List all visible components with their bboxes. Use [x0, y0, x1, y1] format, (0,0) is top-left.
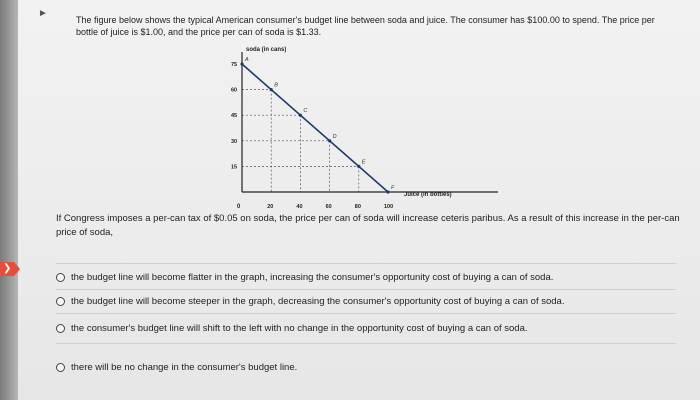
- y-tick-label: 60: [231, 87, 238, 94]
- budget-line: [242, 64, 388, 192]
- option-label: there will be no change in the consumer's budget line.: [71, 362, 298, 373]
- option-label: the consumer's budget line will shift to the left with no change in the opportunity cost of buying a can of soda.: [71, 323, 528, 334]
- x-tick-label: 60: [325, 204, 332, 210]
- option-label: the budget line will become steeper in the graph, decreasing the consumer's opportunity cost of buying a can of soda.: [71, 296, 565, 307]
- y-tick-label: 15: [231, 164, 238, 171]
- budget-point: [328, 139, 331, 142]
- y-axis-label: soda (in cans): [246, 47, 287, 53]
- divider: [56, 343, 676, 344]
- point-label: E: [361, 159, 366, 166]
- y-tick-label: 30: [231, 138, 238, 145]
- radio-button[interactable]: [56, 324, 65, 333]
- option-steeper[interactable]: [56, 296, 564, 307]
- budget-line-chart: [228, 42, 518, 217]
- radio-button[interactable]: [56, 297, 65, 306]
- budget-point: [299, 114, 302, 117]
- divider: [56, 313, 676, 314]
- budget-point: [357, 165, 360, 168]
- origin-label: 0: [237, 204, 241, 210]
- option-no-change[interactable]: [56, 362, 297, 373]
- point-label: C: [303, 108, 308, 115]
- budget-point: [386, 190, 389, 193]
- point-label: B: [274, 82, 278, 89]
- tick-labels: [231, 62, 393, 210]
- question-intro: The figure below shows the typical American consumer's budget line between soda and juice. The consumer has $100.00 to spend. The price per bottle of juice is $1.00, and the price per can of soda is $1.33.: [76, 15, 655, 37]
- x-tick-label: 80: [354, 204, 361, 210]
- y-tick-label: 75: [231, 62, 238, 68]
- budget-points: [240, 57, 395, 194]
- option-label: the budget line will become flatter in the graph, increasing the consumer's opportunity cost of buying a can of soda.: [71, 272, 554, 283]
- x-axis-label: Juice (in bottles): [404, 192, 452, 198]
- option-flatter[interactable]: [56, 272, 553, 283]
- corner-arrow-icon: ►: [38, 8, 48, 19]
- divider: [56, 263, 676, 264]
- x-tick-label: 100: [384, 204, 394, 210]
- question-follow-up: If Congress imposes a per-can tax of $0.05 on soda, the price per can of soda will increase ceteris paribus. As a result of this increase in the per-can price of soda,: [56, 213, 680, 238]
- point-label: A: [245, 57, 249, 63]
- divider: [56, 289, 676, 290]
- budget-point: [240, 62, 243, 65]
- radio-button[interactable]: [56, 363, 65, 372]
- option-shift-left[interactable]: [56, 323, 528, 334]
- left-edge-strip: [0, 0, 18, 400]
- x-tick-label: 20: [267, 204, 274, 210]
- point-label: D: [332, 133, 337, 140]
- point-label: F: [391, 185, 395, 191]
- flag-glyph: ❯: [3, 263, 12, 274]
- radio-button[interactable]: [56, 273, 65, 282]
- chart-guides: [242, 90, 359, 192]
- x-tick-label: 40: [296, 204, 303, 210]
- y-tick-label: 45: [231, 113, 238, 120]
- budget-point: [270, 88, 273, 91]
